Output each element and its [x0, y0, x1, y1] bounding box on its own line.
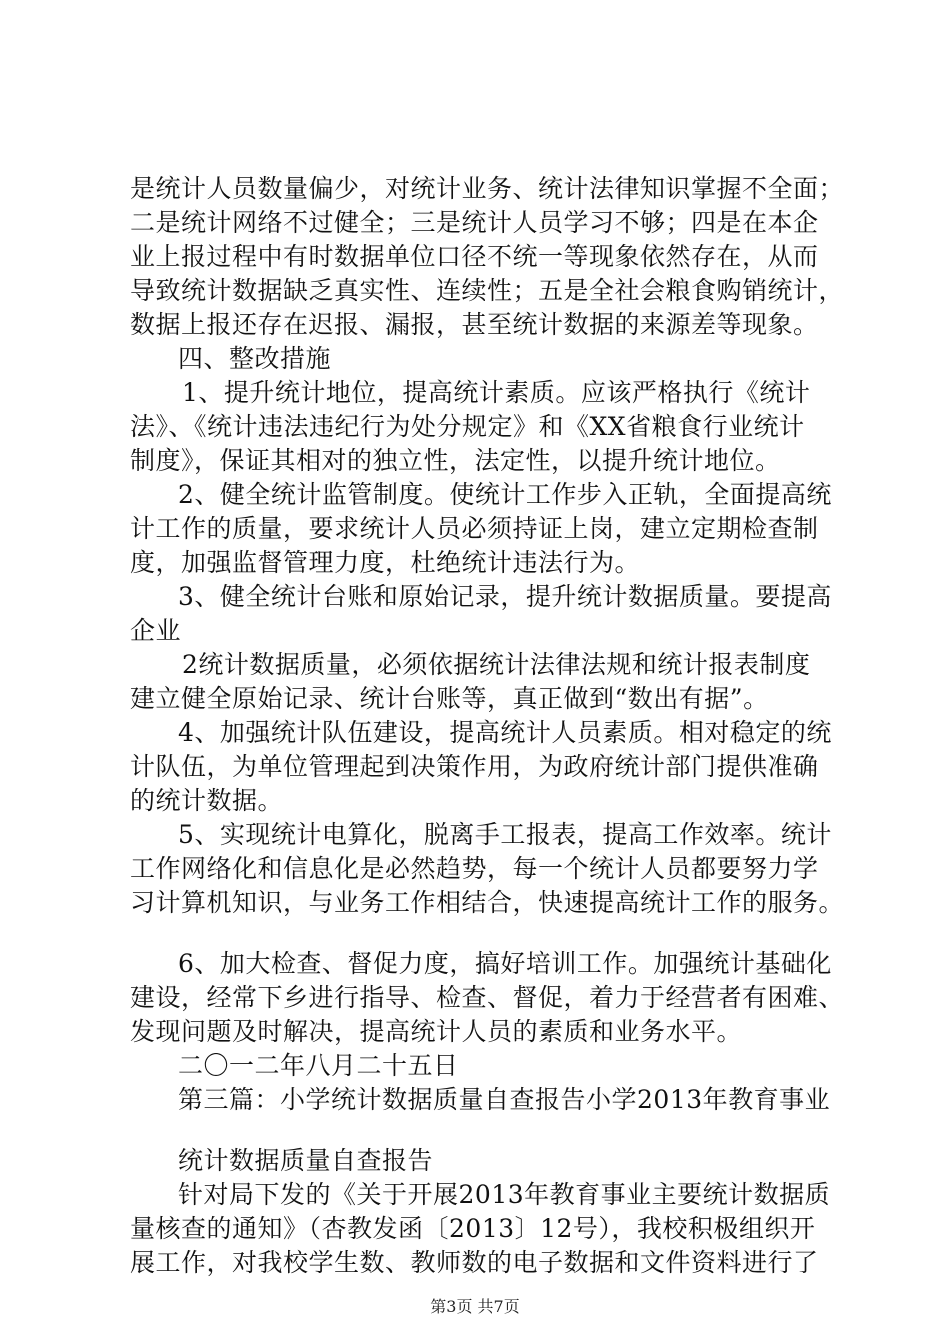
- body-text-line: 量核查的通知》（杏教发函〔2013〕12号），我校积极组织开: [130, 1214, 816, 1243]
- section-heading: 四、整改措施: [178, 344, 332, 373]
- body-text-line: 计队伍，为单位管理起到决策作用，为政府统计部门提供准确: [130, 752, 819, 781]
- body-text-line: 计工作的质量，要求统计人员必须持证上岗，建立定期检查制: [130, 514, 819, 543]
- body-text-line: 6、加大检查、督促力度，搞好培训工作。加强统计基础化: [178, 949, 832, 978]
- page-footer: 第3页 共7页: [430, 1297, 520, 1316]
- body-text-line: 针对局下发的《关于开展2013年教育事业主要统计数据质: [178, 1180, 831, 1209]
- body-text-line: 二是统计网络不过健全；三是统计人员学习不够；四是在本企: [130, 208, 819, 237]
- report-title: 统计数据质量自查报告: [178, 1146, 434, 1175]
- body-text-line: 制度》，保证其相对的独立性，法定性，以提升统计地位。: [130, 446, 781, 475]
- body-text-line: 5、实现统计电算化，脱离手工报表，提高工作效率。统计: [178, 820, 832, 849]
- body-text-line: 习计算机知识，与业务工作相结合，快速提高统计工作的服务。: [130, 888, 845, 917]
- body-text-line: 导致统计数据缺乏真实性、连续性；五是全社会粮食购销统计，: [130, 276, 845, 305]
- body-text-line: 企业: [130, 616, 182, 645]
- body-text-line: 度，加强监督管理力度，杜绝统计违法行为。: [130, 548, 641, 577]
- date-line: 二〇一二年八月二十五日: [178, 1051, 459, 1080]
- body-text-line: 1、提升统计地位，提高统计素质。应该严格执行《统计: [182, 378, 811, 407]
- body-text-line: 发现问题及时解决，提高统计人员的素质和业务水平。: [130, 1017, 743, 1046]
- body-text-line: 数据上报还存在迟报、漏报，甚至统计数据的来源差等现象。: [130, 310, 819, 339]
- body-text-line: 2统计数据质量，必须依据统计法律法规和统计报表制度: [182, 650, 811, 679]
- body-text-line: 业上报过程中有时数据单位口径不统一等现象依然存在，从而: [130, 242, 819, 271]
- body-text-line: 4、加强统计队伍建设，提高统计人员素质。相对稳定的统: [178, 718, 832, 747]
- body-text-line: 3、健全统计台账和原始记录，提升统计数据质量。要提高: [178, 582, 832, 611]
- body-text-line: 建立健全原始记录、统计台账等，真正做到“数出有据”。: [130, 684, 769, 713]
- body-text-line: 建设，经常下乡进行指导、检查、督促，着力于经营者有困难、: [130, 983, 845, 1012]
- chapter-title: 第三篇：小学统计数据质量自查报告小学2013年教育事业: [178, 1085, 831, 1114]
- body-text-line: 法》、《统计违法违纪行为处分规定》和《XX省粮食行业统计: [130, 412, 805, 441]
- body-text-line: 的统计数据。: [130, 786, 284, 815]
- body-text-line: 工作网络化和信息化是必然趋势，每一个统计人员都要努力学: [130, 854, 819, 883]
- body-text-line: 展工作，对我校学生数、教师数的电子数据和文件资料进行了: [130, 1248, 819, 1277]
- body-text-line: 是统计人员数量偏少，对统计业务、统计法律知识掌握不全面；: [130, 174, 845, 203]
- body-text-line: 2、健全统计监管制度。使统计工作步入正轨，全面提高统: [178, 480, 832, 509]
